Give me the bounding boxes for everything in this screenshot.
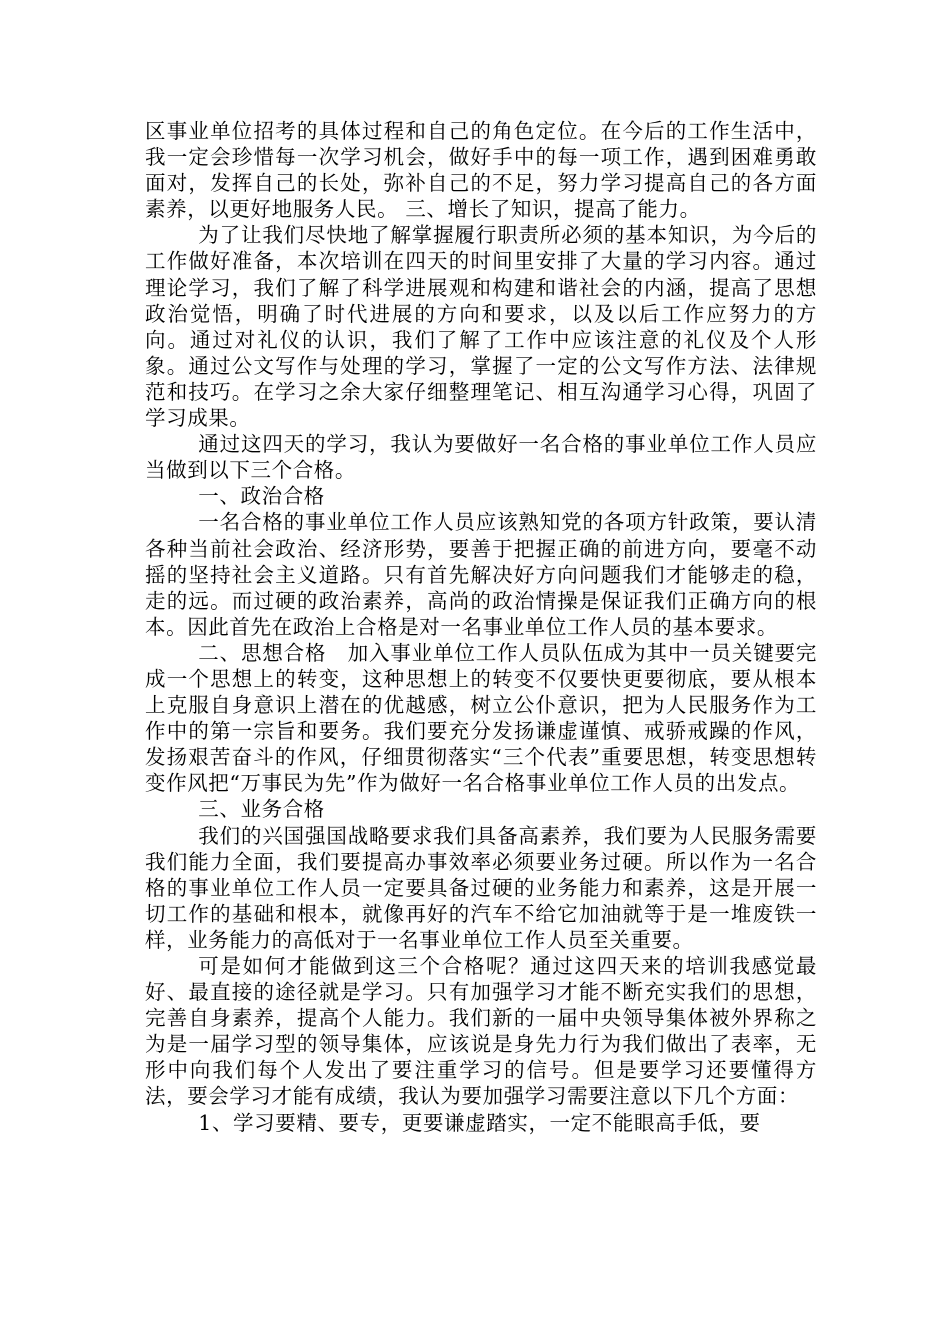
paragraph-9: 可是如何才能做到这三个合格呢？通过这四天来的培训我感觉最好、最直接的途径就是学习。只有加强学习才能不断充实我们的思想，完善自身素养，提高个人能力。我们新的一届中央领导集体被外界称之为是一届学习型的领导集体，应该说是身先力行为我们做出了表率，无形中向我们每个人发出了要注重学习的信号。但是要学习还要懂得方法，要会学习才能有成绩，我认为要加强学习需要注意以下几个方面： <box>145 954 817 1109</box>
paragraph-8: 我们的兴国强国战略要求我们具备高素养，我们要为人民服务需要我们能力全面，我们要提高办事效率必须要业务过硬。所以作为一名合格的事业单位工作人员一定要具备过硬的业务能力和素养，这是开展一切工作的基础和根本，就像再好的汽车不给它加油就等于是一堆废铁一样，业务能力的高低对于一名事业单位工作人员至关重要。 <box>145 823 817 952</box>
document-body <box>145 118 817 1136</box>
paragraph-2: 为了让我们尽快地了解掌握履行职责所必须的基本知识，为今后的工作做好准备，本次培训在四天的时间里安排了大量的学习内容。通过理论学习，我们了解了科学进展观和构建和谐社会的内涵，提高了思想政治觉悟，明确了时代进展的方向和要求，以及以后工作应努力的方向。通过对礼仪的认识，我们了解了工作中应该注意的礼仪及个人形象。通过公文写作与处理的学习，掌握了一定的公文写作方法、法律规范和技巧。在学习之余大家仔细整理笔记、相互沟通学习心得，巩固了学习成果。 <box>145 223 817 431</box>
paragraph-3: 通过这四天的学习，我认为要做好一名合格的事业单位工作人员应当做到以下三个合格。 <box>145 432 817 483</box>
paragraph-6: 二、思想合格 加入事业单位工作人员队伍成为其中一员关键要完成一个思想上的转变，这种思想上的转变不仅要快更要彻底，要从根本上克服自身意识上潜在的优越感，树立公仆意识，把为人民服务作为工作中的第一宗旨和要务。我们要充分发扬谦虚谨慎、戒骄戒躁的作风，发扬艰苦奋斗的作风，仔细贯彻落实“三个代表”重要思想，转变思想转变作风把“万事民为先”作为做好一名合格事业单位工作人员的出发点。 <box>145 640 817 796</box>
section-heading-business: 三、业务合格 <box>198 797 325 822</box>
paragraph-10: 1、学习要精、要专，更要谦虚踏实，一定不能眼高手低，要 <box>198 1110 761 1135</box>
section-heading-political: 一、政治合格 <box>198 484 325 509</box>
paragraph-5: 一名合格的事业单位工作人员应该熟知党的各项方针政策，要认清各种当前社会政治、经济形势，要善于把握正确的前进方向，要毫不动摇的坚持社会主义道路。只有首先解决好方向问题我们才能够走的稳，走的远。而过硬的政治素养，高尚的政治情操是保证我们正确方向的根本。因此首先在政治上合格是对一名事业单位工作人员的基本要求。 <box>145 510 817 639</box>
paragraph-1: 区事业单位招考的具体过程和自己的角色定位。在今后的工作生活中，我一定会珍惜每一次学习机会，做好手中的每一项工作，遇到困难勇敢面对，发挥自己的长处，弥补自己的不足，努力学习提高自己的各方面素养，以更好地服务人民。 三、增长了知识，提高了能力。 <box>145 119 817 222</box>
